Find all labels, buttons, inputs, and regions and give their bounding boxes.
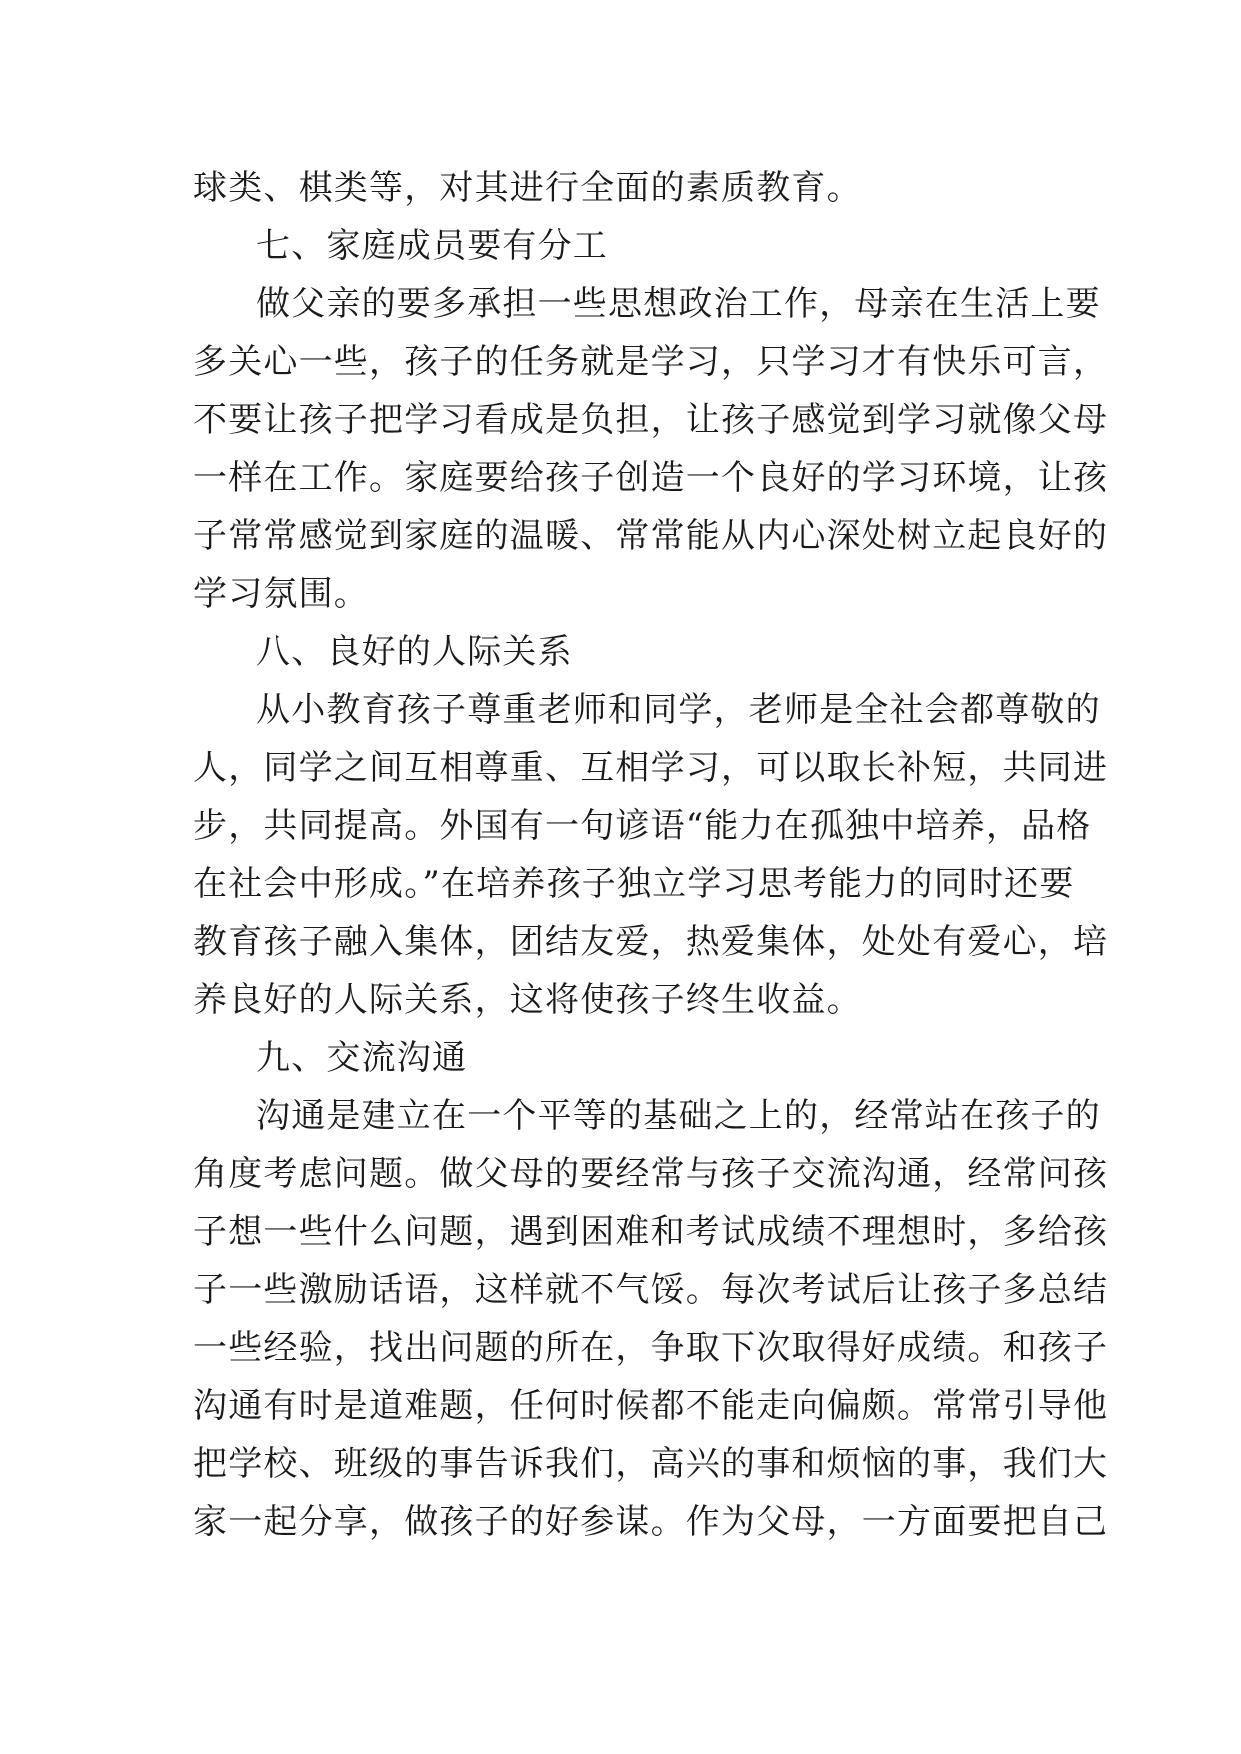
body-text-line: 角度考虑问题。做父母的要经常与孩子交流沟通，经常问孩 xyxy=(193,1154,1109,1194)
body-text-line: 子一些激励话语，这样就不气馁。每次考试后让孩子多总结 xyxy=(193,1270,1109,1310)
body-text-line: 人，同学之间互相尊重、互相学习，可以取长补短，共同进 xyxy=(193,748,1109,788)
body-text-line: 球类、棋类等，对其进行全面的素质教育。 xyxy=(193,168,862,208)
body-text-line: 沟通有时是道难题，任何时候都不能走向偏颇。常常引导他 xyxy=(193,1386,1109,1426)
body-text-line: 一样在工作。家庭要给孩子创造一个良好的学习环境，让孩 xyxy=(193,458,1109,498)
body-text-line: 家一起分享，做孩子的好参谋。作为父母，一方面要把自己 xyxy=(193,1502,1109,1542)
body-text-line: 子想一些什么问题，遇到困难和考试成绩不理想时，多给孩 xyxy=(193,1212,1109,1252)
body-text-line: 在社会中形成。”在培养孩子独立学习思考能力的同时还要 xyxy=(193,864,1075,904)
body-text-line: 多关心一些，孩子的任务就是学习，只学习才有快乐可言， xyxy=(193,342,1109,382)
body-text-line: 教育孩子融入集体，团结友爱，热爱集体，处处有爱心，培 xyxy=(193,922,1109,962)
body-text-line: 步，共同提高。外国有一句谚语“能力在孤独中培养，品格 xyxy=(193,806,1092,846)
body-text-line: 学习氛围。 xyxy=(193,574,369,614)
body-text-line: 做父亲的要多承担一些思想政治工作，母亲在生活上要 xyxy=(256,284,1101,324)
section-heading-9: 九、交流沟通 xyxy=(256,1038,468,1078)
section-heading-7: 七、家庭成员要有分工 xyxy=(256,226,608,266)
body-text-line: 养良好的人际关系，这将使孩子终生收益。 xyxy=(193,980,862,1020)
body-text-line: 把学校、班级的事告诉我们，高兴的事和烦恼的事，我们大 xyxy=(193,1444,1109,1484)
body-text-line: 子常常感觉到家庭的温暖、常常能从内心深处树立起良好的 xyxy=(193,516,1109,556)
body-text-line: 一些经验，找出问题的所在，争取下次取得好成绩。和孩子 xyxy=(193,1328,1109,1368)
body-text-line: 沟通是建立在一个平等的基础之上的，经常站在孩子的 xyxy=(256,1096,1101,1136)
body-text-line: 不要让孩子把学习看成是负担，让孩子感觉到学习就像父母 xyxy=(193,400,1109,440)
section-heading-8: 八、良好的人际关系 xyxy=(256,632,573,672)
body-text-line: 从小教育孩子尊重老师和同学，老师是全社会都尊敬的 xyxy=(256,690,1101,730)
